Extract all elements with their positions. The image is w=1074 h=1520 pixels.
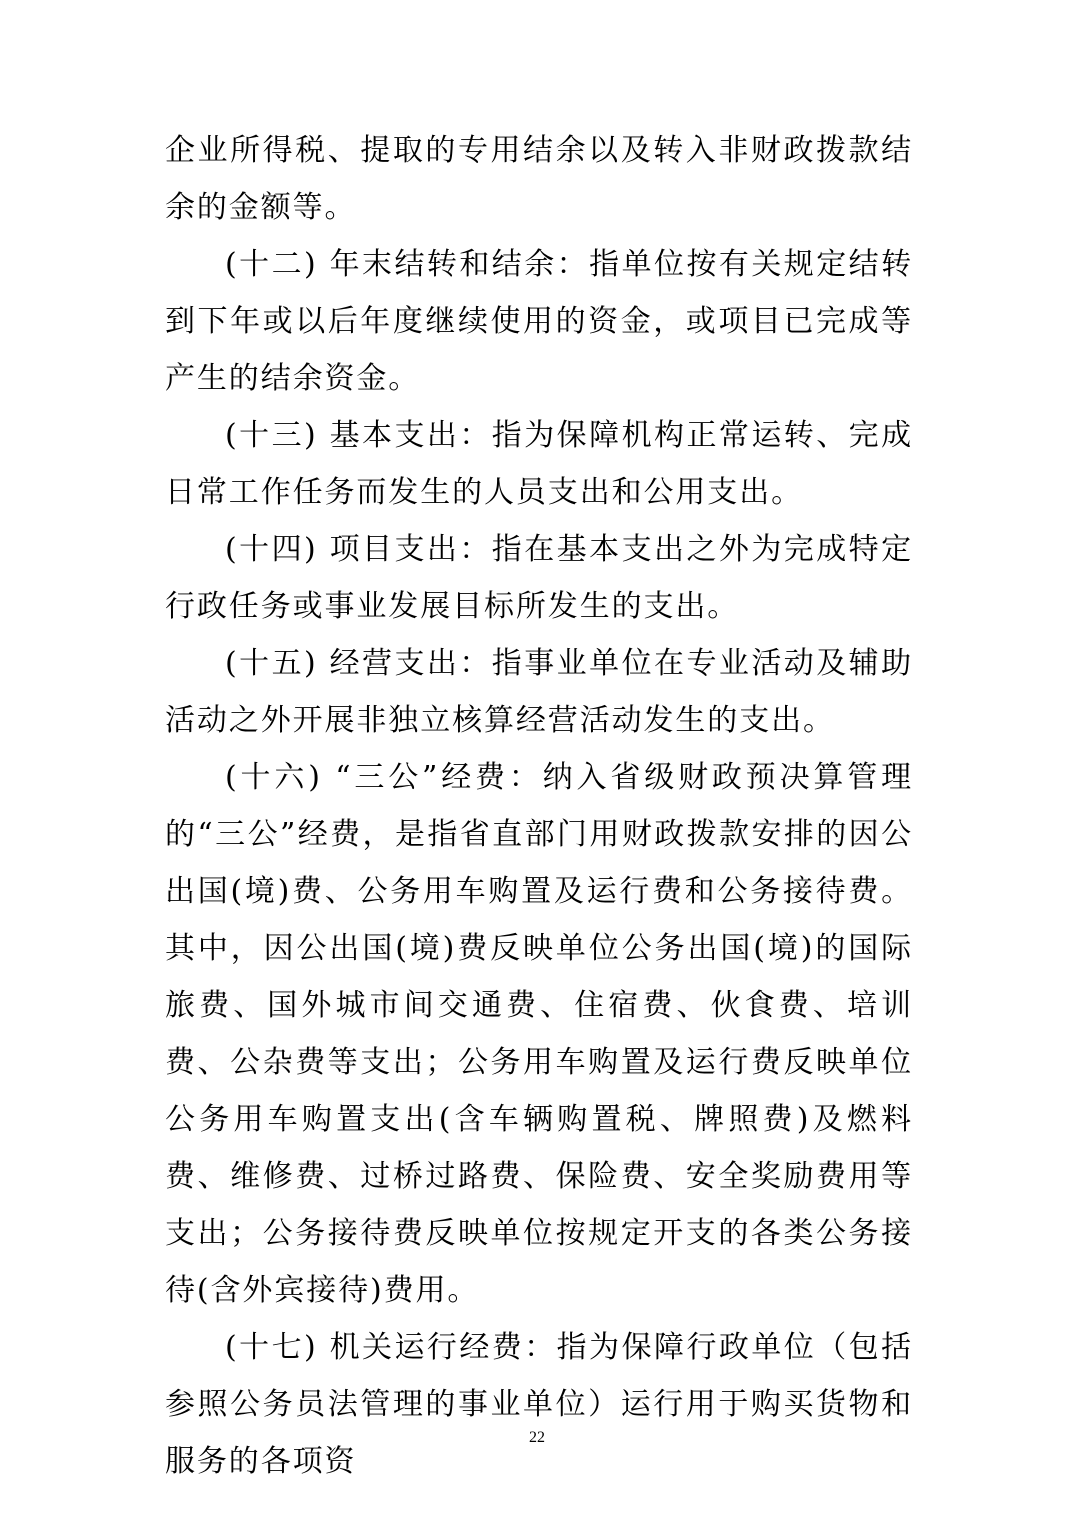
paragraph-agency-operating-costs: (十七) 机关运行经费：指为保障行政单位（包括参照公务员法管理的事业单位）运行用于购买货物和服务的各项资 <box>165 1330 913 1479</box>
page-number: 22 <box>529 1429 545 1446</box>
paragraph-basic-expenditure: (十三) 基本支出：指为保障机构正常运转、完成日常工作任务而发生的人员支出和公用支出。 <box>165 418 913 510</box>
paragraph-operating-expenditure: (十五) 经营支出：指事业单位在专业活动及辅助活动之外开展非独立核算经营活动发生的支出。 <box>165 646 913 738</box>
paragraph-three-public-expenses: (十六) “三公”经费：纳入省级财政预决算管理的“三公”经费，是指省直部门用财政拨款安排的因公出国(境)费、公务用车购置及运行费和公务接待费。其中，因公出国(境)费反映单位公务出国(境)的国际旅费、国外城市间交通费、住宿费、伙食费、培训费、公杂费等支出；公务用车购置及运行费反映单位公务用车购置支出(含车辆购置税、牌照费)及燃料费、维修费、过桥过路费、保险费、安全奖励费用等支出；公务接待费反映单位按规定开支的各类公务接待(含外宾接待)费用。 <box>165 760 913 1308</box>
paragraph-project-expenditure: (十四) 项目支出：指在基本支出之外为完成特定行政任务或事业发展目标所发生的支出。 <box>165 532 913 624</box>
paragraph-year-end-balance: (十二) 年末结转和结余：指单位按有关规定结转到下年或以后年度继续使用的资金，或项目已完成等产生的结余资金。 <box>165 247 913 396</box>
paragraph-continued: 企业所得税、提取的专用结余以及转入非财政拨款结余的金额等。 <box>165 133 913 225</box>
body-text <box>165 122 913 1490</box>
